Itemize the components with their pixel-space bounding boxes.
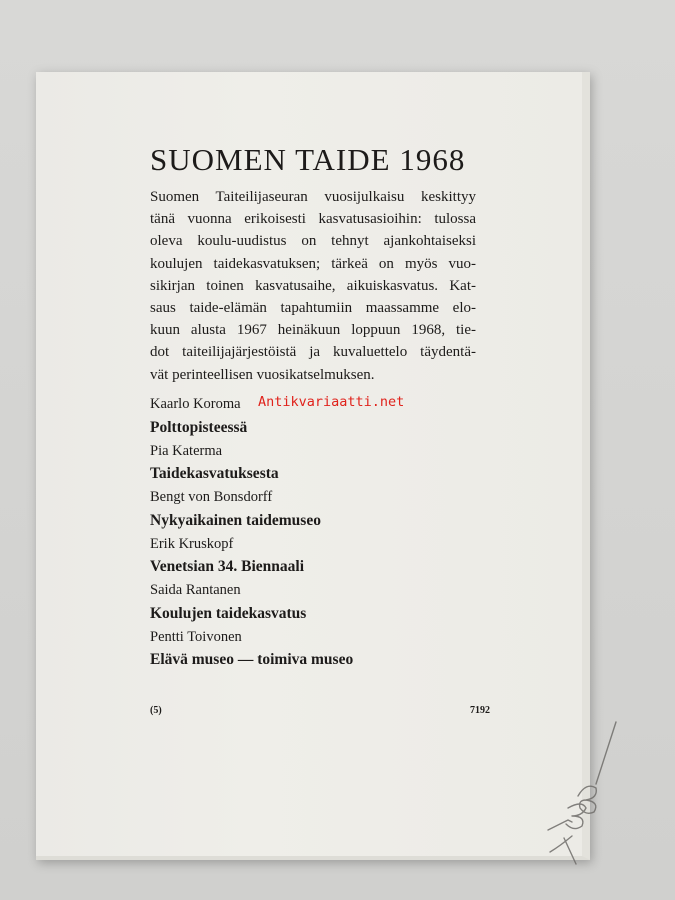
article-title: Venetsian 34. Biennaali [150, 558, 305, 575]
handwritten-pencil-mark [542, 712, 622, 900]
book-back-cover [36, 72, 590, 860]
description-line: tänä vuonna erikoisesti kasvatusasioihin: tulossa [150, 211, 476, 228]
article-title: Elävä museo — toimiva museo [150, 651, 354, 668]
description-line: oleva koulu-uudistus on tehnyt ajankohtaiseksi [150, 233, 476, 250]
volume-number: (5) [150, 705, 162, 716]
article-title: Polttopisteessä [150, 418, 248, 436]
description-line: kuun alusta 1967 heinäkuun loppuun 1968, tie- [150, 322, 476, 339]
author-name: Kaarlo Koroma [150, 396, 241, 412]
contents-entry [150, 579, 480, 626]
contents-entry [150, 440, 480, 487]
contents-entry [150, 626, 480, 673]
author-name: Erik Kruskopf [150, 535, 234, 552]
description-line: sikirjan toinen kasvatusaihe, aikuiskasvatus. Kat- [150, 277, 476, 294]
article-title: Nykyaikainen taidemuseo [150, 511, 321, 529]
catalog-number: 7192 [470, 705, 490, 716]
author-name: Saida Rantanen [150, 582, 241, 598]
contents-entry [150, 486, 480, 533]
author-name: Bengt von Bonsdorff [150, 489, 273, 505]
author-name: Pentti Toivonen [150, 628, 242, 645]
description-line: Suomen Taiteilijaseuran vuosijulkaisu keskittyy [150, 189, 476, 205]
description-line: dot taiteilijajärjestöistä ja kuvaluettelo täydentä- [150, 344, 476, 361]
contents-entry [150, 533, 480, 580]
description-line: koulujen taidekasvatuksen; tärkeä on myös vuo- [150, 255, 476, 272]
book-description [150, 186, 476, 386]
description-line: vät perinteellisen vuosikatselmuksen. [150, 366, 375, 383]
description-line: saus taide-elämän tapahtumiin maassamme elo- [150, 300, 476, 317]
article-title: Koulujen taidekasvatus [150, 604, 307, 622]
watermark-text: Antikvariaatti.net [258, 394, 405, 410]
author-name: Pia Katerma [150, 442, 223, 459]
book-title: SUOMEN TAIDE 1968 [150, 142, 466, 177]
table-of-contents [150, 393, 480, 672]
article-title: Taidekasvatuksesta [150, 465, 279, 482]
